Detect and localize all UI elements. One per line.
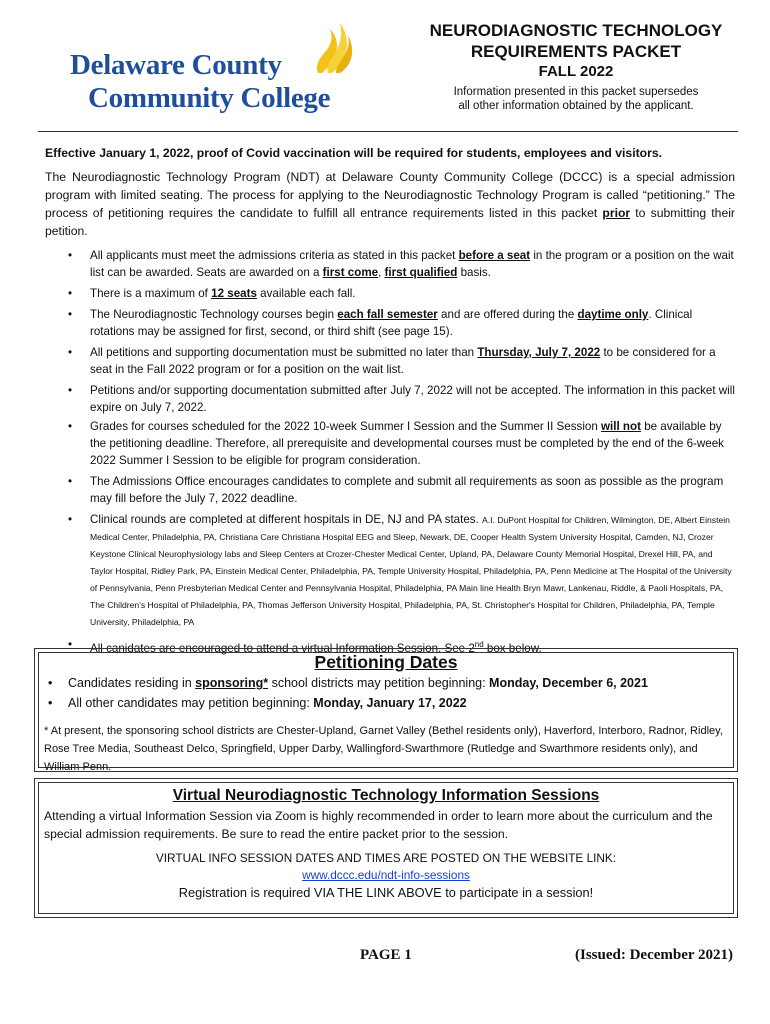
intro-text-1: The Neurodiagnostic Technology Program (NDT) at Delaware County Community College (DCCC) is a special admission program with limited seating. The process for applying to the Neurodiagnostic Technology Program is called “petitioning.” The process of petitioning requires the candidate to fulfill all entrance requirements listed in this packet	[45, 170, 735, 220]
list-item: • Petitions and/or supporting documentation submitted after July 7, 2022 will not be accepted. The information in this packet will expire on July 7, 2022.	[68, 384, 735, 414]
registration-text: Registration is required VIA THE LINK ABOVE to participate in a session!	[178, 885, 594, 900]
logo-line-2: Community College	[88, 82, 331, 114]
issued-date: (Issued: December 2021)	[575, 947, 734, 963]
list-item: • Clinical rounds are completed at different hospitals in DE, NJ and PA states. A.I. DuPont Hospital for Children, Wilmington, DE, Albert Einstein Medical Center, Philadelphia, PA, Christiana Care Christiana Hospital EEG and Sleep, Newark, DE, Cooper Health System University Hospital, Camden, NJ, Crozer Keystone Clinical Neurophysiology labs and Sleep Centers at Crozer-Chester Medical Center, Upland, PA, Delaware County Memorial Hospital, Drexel Hill, PA, and Taylor Hospital, Ridley Park, PA, Einstein Medical Center, Philadelphia, PA, Temple University Hospital, Philadelphia, PA, Penn Medicine at The Hospital of the University of Pennsylvania, Penn Presbyterian Medical Center and Pennsylvania Hospital, Philadelphia, PA Main line Health Bryn Mawr, Lankenau, Riddle, & Paoli Hospitals, PA, The Children's Hospital of Philadelphia, PA, Thomas Jefferson University Hospital, Philadelphia, PA, St. Christopher's Hospital for Children, Philadelphia, PA, Temple University, Philadelphia, PA	[68, 513, 732, 627]
page-number: PAGE 1	[360, 947, 412, 963]
list-item: • The Neurodiagnostic Technology courses begin each fall semester and are offered during the daytime only. Clinical rotations may be assigned for first, second, or third shift (see page 15).	[68, 308, 693, 338]
logo-line-1: Delaware County	[70, 49, 282, 81]
sponsoring-date: Monday, December 6, 2021	[489, 676, 648, 690]
info-sessions-link[interactable]: www.dccc.edu/ndt-info-sessions	[302, 868, 470, 882]
header-note-line-2: all other information obtained by the applicant.	[458, 100, 694, 112]
header-title-3: FALL 2022	[538, 63, 614, 80]
requirements-list	[45, 247, 737, 657]
petitioning-title: Petitioning Dates	[314, 652, 458, 672]
flame-logo-icon	[308, 15, 354, 75]
list-item: • The Admissions Office encourages candidates to complete and submit all requirements as soon as possible as the program may fill before the July 7, 2022 deadline.	[68, 475, 724, 505]
effective-notice: Effective January 1, 2022, proof of Covid vaccination will be required for students, employees and visitors.	[45, 146, 662, 160]
virtual-posted-text: VIRTUAL INFO SESSION DATES AND TIMES ARE POSTED ON THE WEBSITE LINK:	[155, 851, 617, 865]
hospital-list: A.I. DuPont Hospital for Children, Wilmington, DE, Albert Einstein Medical Center, Philadelphia, PA, Christiana Care Christiana Hospital EEG and Sleep, Newark, DE, Cooper Health System University Hospital, Camden, NJ, Crozer Keystone Clinical Neurophysiology labs and Sleep Centers at Crozer-Chester Medical Center, Upland, PA, Delaware County Memorial Hospital, Drexel Hill, PA, and Taylor Hospital, Ridley Park, PA, Einstein Medical Center, Philadelphia, PA, Temple University Hospital, Philadelphia, PA, Penn Medicine at The Hospital of the University of Pennsylvania, Penn Presbyterian Medical Center and Pennsylvania Hospital, Philadelphia, PA Main line Health Bryn Mawr, Lankenau, Riddle, & Paoli Hospitals, PA, The Children's Hospital of Philadelphia, PA, Thomas Jefferson University Hospital, Philadelphia, PA, St. Christopher's Hospital for Children, Philadelphia, PA, Temple University, Philadelphia, PA	[90, 515, 732, 627]
intro-paragraph	[45, 168, 735, 240]
packet-header	[416, 20, 736, 113]
list-item: • All applicants must meet the admissions criteria as stated in this packet before a seat in the program or a position on the wait list can be awarded. Seats are awarded on a first come, first qualified basis.	[68, 249, 734, 279]
intro-prior: prior	[602, 206, 631, 220]
sponsoring-footnote: * At present, the sponsoring school districts are Chester-Upland, Garnet Valley (Bethel residents only), Haverford, Interboro, Radnor, Ridley, Rose Tree Media, Southeast Delco, Springfield, Upper Darby, Wallingford-Swarthmore (Rutledge and Swarthmore residents only), and William Penn.	[44, 725, 723, 773]
header-title-2: REQUIREMENTS PACKET	[470, 42, 682, 61]
intro-text-2: to submitting their petition.	[45, 206, 735, 238]
list-item: • All petitions and supporting documentation must be submitted no later than Thursday, July 7, 2022 to be considered for a seat in the Fall 2022 program or for a position on the wait list.	[68, 346, 716, 376]
header-note-line-1: Information presented in this packet supersedes	[453, 86, 699, 98]
college-logo	[70, 15, 370, 115]
header-note	[416, 85, 736, 113]
virtual-sessions-title: Virtual Neurodiagnostic Technology Information Sessions	[172, 787, 600, 804]
list-item: • All canidates are encouraged to attend a virtual Information Session. See 2nd box below.	[68, 638, 542, 655]
virtual-sessions-text: Attending a virtual Information Session via Zoom is highly recommended in order to learn more about the curriculum and the special admission requirements. Be sure to read the entire packet prior to the session.	[44, 809, 713, 841]
list-item: • There is a maximum of 12 seats available each fall.	[68, 287, 356, 300]
other-date: Monday, January 17, 2022	[313, 696, 467, 710]
header-title-1: NEURODIAGNOSTIC TECHNOLOGY	[429, 21, 723, 40]
list-item: • Grades for courses scheduled for the 2022 10-week Summer I Session and the Summer II Session will not be available by the petitioning deadline. Therefore, all prerequisite and developmental courses must be completed by the end of the 6-week 2022 Summer I Session to be eligible for program consideration.	[68, 420, 724, 467]
header-divider	[38, 131, 738, 132]
